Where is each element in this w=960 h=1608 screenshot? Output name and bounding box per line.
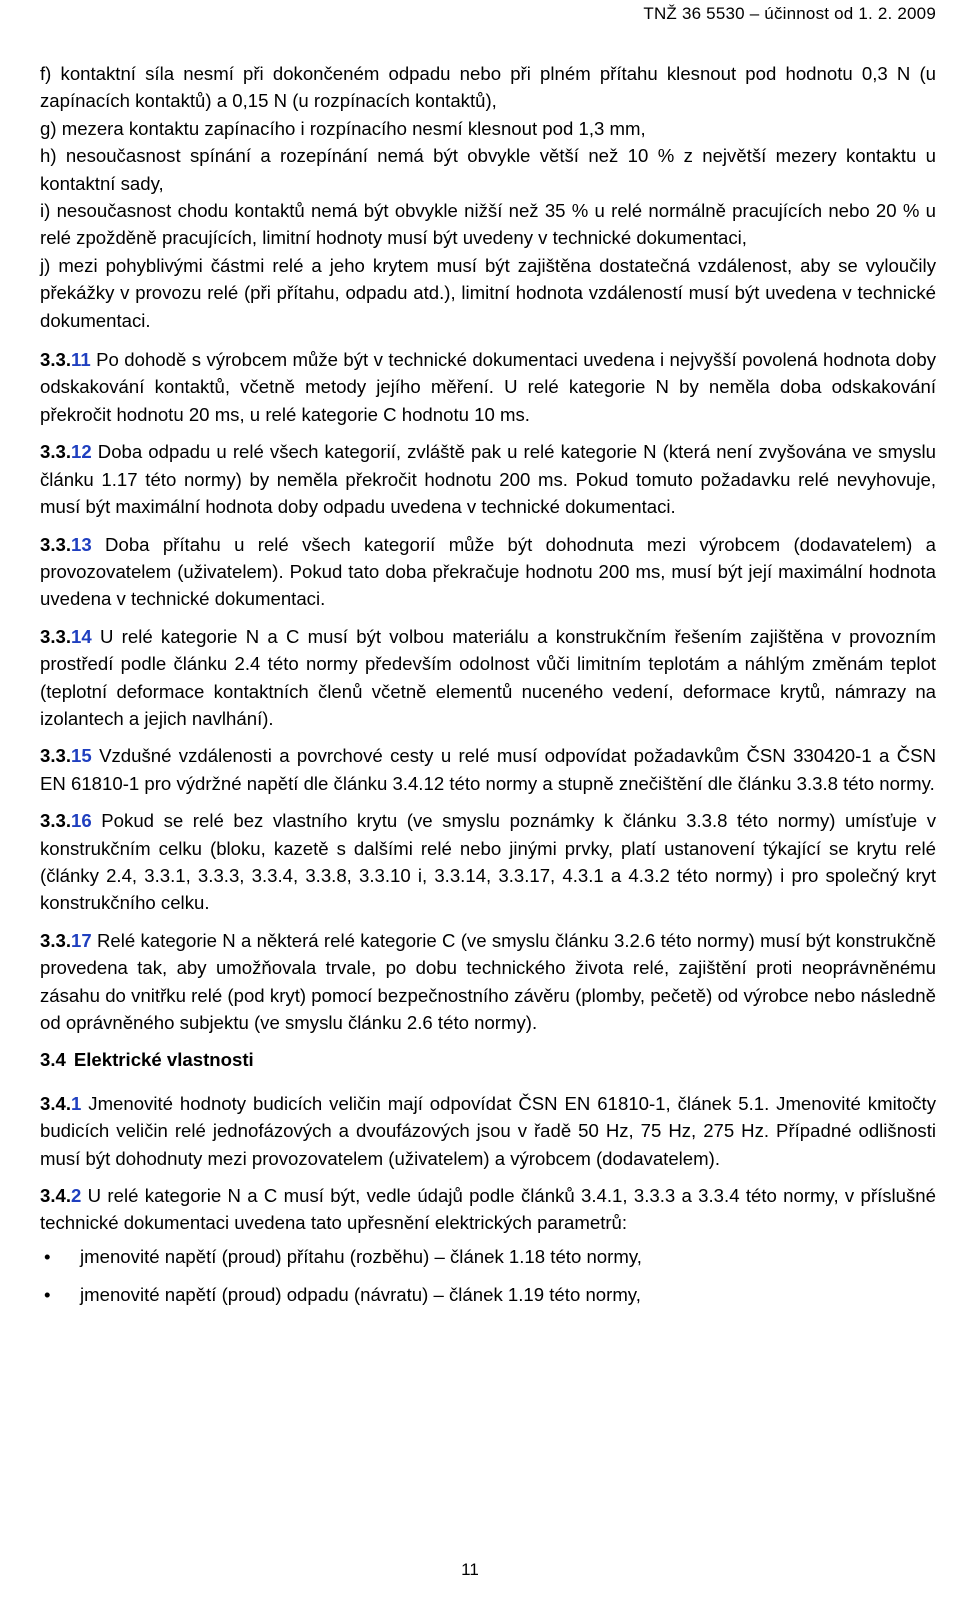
clause-number: 3.3.11 (40, 349, 91, 371)
bullet-item: • jmenovité napětí (proud) přítahu (rozběhu) – článek 1.18 této normy, (40, 1243, 936, 1270)
section-number: 3.4 (40, 1049, 66, 1071)
clause-number: 3.3.17 (40, 929, 92, 951)
clause-text: Jmenovité hodnoty budicích veličin mají odpovídat ČSN EN 61810-1, článek 5.1. Jmenovité kmitočty budicích veličin relé jednofázových a dvoufázových jsou v řadě 50 Hz, 75 Hz, 275 Hz. Případné odlišnosti musí být dohodnuty mezi provozovatelem (uživatelem) a výrobcem (dodavatelem). (40, 1092, 936, 1169)
clause-3-3-17 (40, 927, 936, 1037)
clause-number: 3.3.16 (40, 810, 92, 832)
clause-text: Po dohodě s výrobcem může být v technické dokumentaci uvedena i nejvyšší povolená hodnota doby odskakování kontaktů, včetně metody jejího měření. U relé kategorie N by neměla doba odskakování překročit hodnotu 20 ms, u relé kategorie C hodnotu 10 ms. (40, 349, 936, 425)
clause-number: 3.4.2 (40, 1185, 82, 1207)
bullet-item: • jmenovité napětí (proud) odpadu (návratu) – článek 1.19 této normy, (40, 1281, 936, 1308)
clause-3-3-14 (40, 623, 936, 733)
clause-number: 3.3.15 (40, 745, 92, 767)
list-item-h: h) nesoučasnost spínání a rozepínání nemá být obvykle větší než 10 % z největší mezery kontaktu u kontaktní sady, (40, 145, 936, 194)
section-title: Elektrické vlastnosti (73, 1049, 254, 1071)
list-item-f: f) kontaktní síla nesmí při dokončeném odpadu nebo při plném přítahu klesnout pod hodnotu 0,3 N (u zapínacích kontaktů) a 0,15 N (u rozpínacích kontaktů), (40, 63, 936, 112)
list-item-g: g) mezera kontaktu zapínacího i rozpínacího nesmí klesnout pod 1,3 mm, (40, 117, 646, 139)
clause-3-4-1 (40, 1090, 936, 1172)
list-item-i: i) nesoučasnost chodu kontaktů nemá být obvykle nižší než 35 % u relé normálně pracujících nebo 20 % u relé zpožděně pracujících, limitní hodnoty musí být uvedeny v technické dokumentaci, (40, 200, 936, 249)
clause-text: U relé kategorie N a C musí být volbou materiálu a konstrukčním řešením zajištěna v provozním prostředí podle článku 2.4 této normy především odolnost vůči limitním teplotám a náhlým změnám teplot (teplotní deformace kontaktních členů včetně elementů nuceného vedení, deformace krytů, námrazy na izolantech a jejich navlhání). (40, 625, 936, 729)
clause-3-3-16 (40, 807, 936, 917)
running-header: TNŽ 36 5530 – účinnost od 1. 2. 2009 (643, 4, 936, 23)
document-body (40, 60, 936, 1320)
clause-text: Relé kategorie N a některá relé kategorie C (ve smyslu článku 3.2.6 této normy) musí být konstrukčně provedena tak, aby umožňovala trvale, po dobu technického života relé, zajištění proti neoprávněnému zásahu do vnitřku relé (pod kryt) pomocí bezpečnostního závěru (plomby, pečetě) od výrobce nebo následně od oprávněného subjektu (ve smyslu článku 2.6 této normy). (40, 929, 936, 1033)
clause-text: U relé kategorie N a C musí být, vedle údajů podle článků 3.4.1, 3.3.3 a 3.3.4 této normy, v příslušné technické dokumentaci uvedena tato upřesnění elektrických parametrů: (40, 1185, 936, 1234)
clause-text: Pokud se relé bez vlastního krytu (ve smyslu poznámky k článku 3.3.8 této normy) umísťuje v konstrukčním celku (bloku, kazetě s dalšími relé nebo jinými prvky, platí ustanovení týkající se krytu relé (články 2.4, 3.3.1, 3.3.3, 3.3.4, 3.3.8, 3.3.10 i, 3.3.14, 3.3.17, 4.3.1 a 4.3.2 této normy) i pro společný kryt konstrukčního celku. (40, 810, 936, 914)
clause-text: Doba odpadu u relé všech kategorií, zvláště pak u relé kategorie N (která není zvyšována ve smyslu článku 1.17 této normy) by neměla překročit hodnotu 200 ms. Pokud tomuto požadavku relé nevyhovuje, musí být maximální hodnota doby odpadu uvedena v technické dokumentaci. (40, 441, 936, 518)
clause-3-4-2 (40, 1182, 936, 1237)
bullet-list (40, 1243, 936, 1309)
clause-text: Vzdušné vzdálenosti a povrchové cesty u relé musí odpovídat požadavkům ČSN 330420-1 a ČSN EN 61810-1 pro výdržné napětí dle článku 3.4.12 této normy a stupně znečištění dle článku 3.3.8 této normy. (40, 745, 936, 794)
clause-number: 3.3.12 (40, 441, 92, 463)
section-heading (40, 1046, 936, 1073)
clause-3-3-13 (40, 531, 936, 613)
clause-3-3-15 (40, 742, 936, 797)
clause-number: 3.3.14 (40, 625, 92, 647)
clause-3-3-12 (40, 438, 936, 520)
clause-3-3-11 (40, 346, 936, 428)
clause-number: 3.4.1 (40, 1092, 82, 1114)
clause-text: Doba přítahu u relé všech kategorií může být dohodnuta mezi výrobcem (dodavatelem) a provozovatelem (uživatelem). Pokud tato doba překračuje hodnotu 200 ms, musí být její maximální hodnota uvedena v technické dokumentaci. (40, 533, 936, 610)
list-item-j: j) mezi pohyblivými částmi relé a jeho krytem musí být zajištěna dostatečná vzdálenost, aby se vyloučily překážky v provozu relé (při přítahu, odpadu atd.), limitní hodnota vzdáleností musí být uvedena v technické dokumentaci. (40, 254, 936, 331)
clause-number: 3.3.13 (40, 533, 92, 555)
page-number: 11 (461, 1560, 479, 1579)
